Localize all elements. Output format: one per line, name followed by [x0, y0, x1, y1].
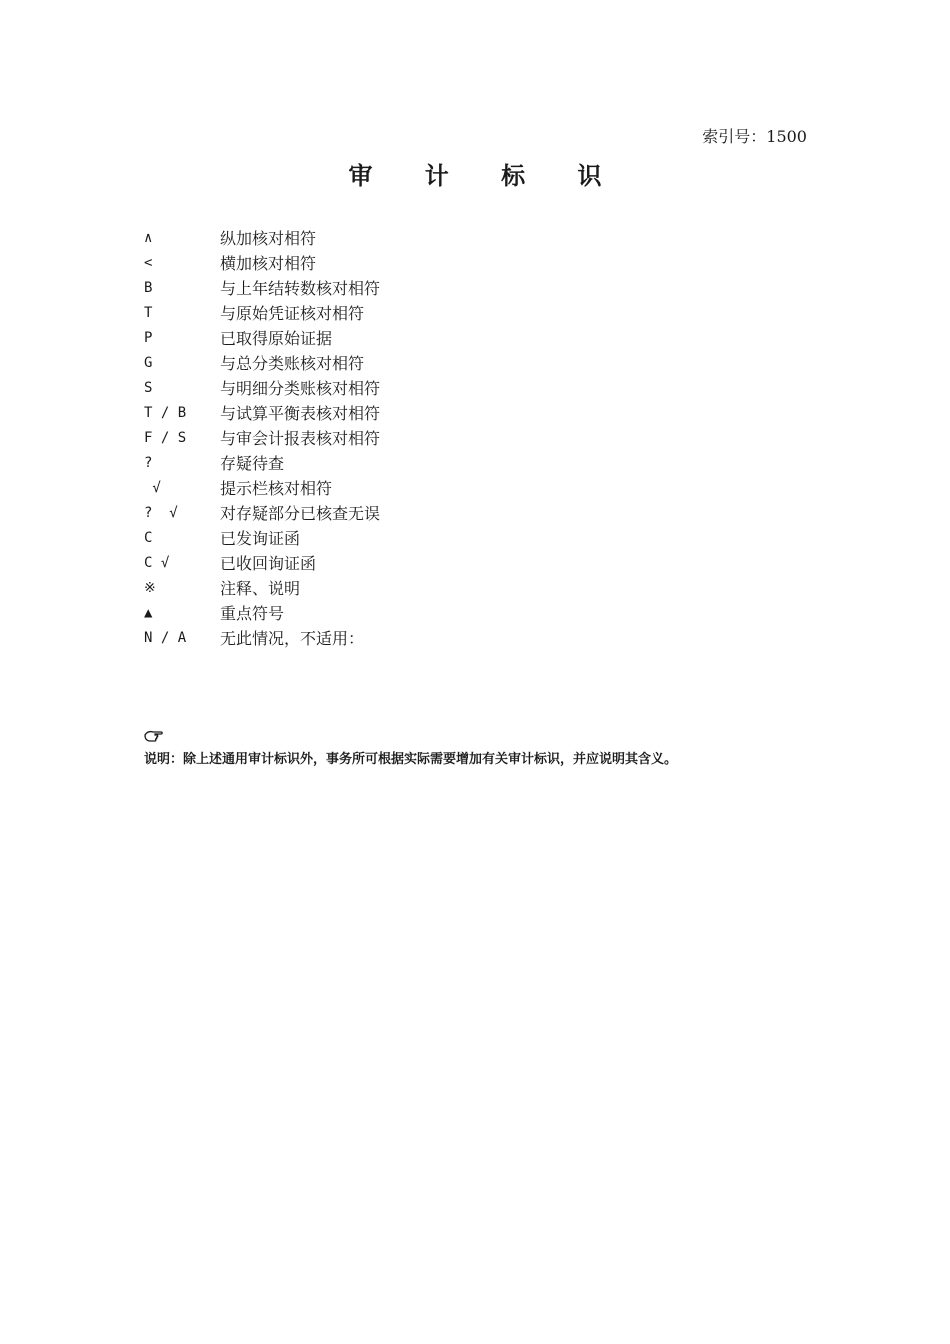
mark-meaning: 重点符号	[220, 604, 285, 623]
mark-symbol: √	[144, 479, 161, 496]
mark-meaning: 横加核对相符	[220, 254, 317, 273]
mark-symbol: ▲	[144, 604, 153, 621]
audit-mark-row	[144, 225, 644, 250]
mark-meaning: 提示栏核对相符	[220, 479, 333, 498]
mark-symbol: ? √	[144, 504, 178, 521]
mark-symbol: N / A	[144, 629, 187, 646]
audit-mark-row	[144, 450, 644, 475]
mark-symbol: C	[144, 529, 153, 546]
audit-mark-row	[144, 575, 644, 600]
mark-symbol: P	[144, 329, 153, 346]
mark-meaning: 与试算平衡表核对相符	[220, 404, 381, 423]
page-title: 审 计 标 识	[348, 162, 624, 190]
mark-symbol: ∧	[144, 229, 153, 246]
pointing-hand-icon	[144, 729, 164, 743]
audit-mark-row	[144, 425, 644, 450]
mark-symbol: F / S	[144, 429, 187, 446]
mark-symbol: G	[144, 354, 153, 371]
mark-meaning: 已收回询证函	[220, 554, 317, 573]
mark-meaning: 注释、说明	[220, 579, 301, 598]
mark-symbol: <	[144, 254, 153, 271]
audit-mark-row	[144, 500, 644, 525]
mark-meaning: 已取得原始证据	[220, 329, 333, 348]
mark-meaning: 已发询证函	[220, 529, 301, 548]
mark-meaning: 存疑待查	[220, 454, 285, 473]
mark-symbol: T / B	[144, 404, 187, 421]
audit-mark-row	[144, 475, 644, 500]
mark-symbol: T	[144, 304, 153, 321]
audit-mark-row	[144, 400, 644, 425]
explanatory-note: 说明：除上述通用审计标识外，事务所可根据实际需要增加有关审计标识，并应说明其含义。	[144, 752, 678, 767]
mark-meaning: 无此情况，不适用：	[220, 629, 365, 648]
mark-meaning: 与原始凭证核对相符	[220, 304, 365, 323]
audit-mark-row	[144, 350, 644, 375]
mark-meaning: 纵加核对相符	[220, 229, 317, 248]
mark-symbol: B	[144, 279, 153, 296]
audit-mark-row	[144, 250, 644, 275]
mark-symbol: ※	[144, 579, 156, 596]
audit-mark-row	[144, 325, 644, 350]
audit-mark-row	[144, 525, 644, 550]
audit-mark-row	[144, 625, 644, 650]
mark-symbol: C √	[144, 554, 170, 571]
mark-meaning: 与总分类账核对相符	[220, 354, 365, 373]
audit-mark-row	[144, 300, 644, 325]
mark-meaning: 与审会计报表核对相符	[220, 429, 381, 448]
audit-mark-row	[144, 275, 644, 300]
audit-mark-list	[144, 225, 644, 650]
mark-symbol: ?	[144, 454, 153, 471]
mark-meaning: 对存疑部分已核查无误	[220, 504, 381, 523]
mark-meaning: 与明细分类账核对相符	[220, 379, 381, 398]
audit-mark-row	[144, 375, 644, 400]
audit-mark-row	[144, 600, 644, 625]
mark-meaning: 与上年结转数核对相符	[220, 279, 381, 298]
index-number: 索引号：1500	[702, 127, 807, 146]
mark-symbol: S	[144, 379, 153, 396]
audit-mark-row	[144, 550, 644, 575]
